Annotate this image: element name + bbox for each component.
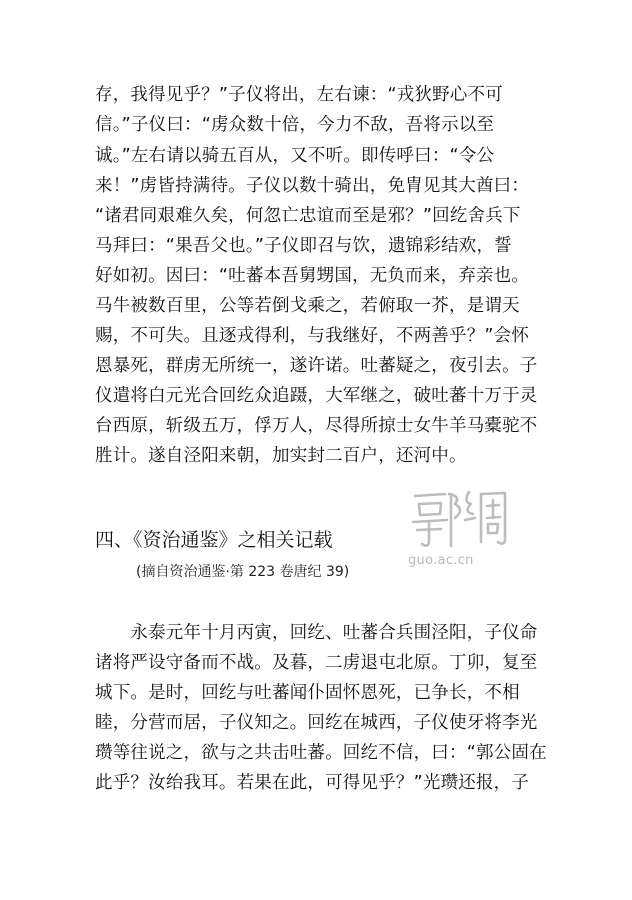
- section-subheading: (摘自资治通鉴·第 223 卷唐纪 39): [136, 564, 350, 580]
- text-line: 仪遣将白元光合回纥众追蹑，大军继之，破吐蕃十万于灵: [95, 386, 538, 406]
- text-line: 此乎？汝绐我耳。若果在此，可得见乎？”光瓒还报，子: [95, 773, 530, 793]
- text-line: 好如初。因曰：“吐蕃本吾舅甥国，无负而来，弃亲也。: [95, 266, 530, 286]
- text-line: 信。”子仪曰：“虏众数十倍，今力不敌，吾将示以至: [95, 115, 495, 135]
- text-line: 胜计。遂自泾阳来朝，加实封二百户，还河中。: [95, 446, 467, 466]
- text-line: 存，我得见乎？”子仪将出，左右谏：“戎狄野心不可: [95, 85, 503, 105]
- text-line: 睦，分营而居，子仪知之。回纥在城西，子仪使牙将李光: [95, 713, 538, 733]
- text-line: 诚。”左右请以骑五百从，又不听。即传呼曰：“令公: [95, 146, 495, 166]
- text-line: 永泰元年十月丙寅，回纥、吐蕃合兵围泾阳，子仪命: [95, 623, 538, 643]
- text-line: 恩暴死，群虏无所统一，遂许诺。吐蕃疑之，夜引去。子: [95, 356, 538, 376]
- text-line: 瓒等往说之，欲与之共击吐蕃。回纥不信，曰：“郭公固在: [95, 743, 547, 763]
- text-line: 马拜曰：“果吾父也。”子仪即召与饮，遗锦彩结欢，誓: [95, 236, 512, 256]
- text-line: 来！”虏皆持满待。子仪以数十骑出，免胄见其大酋曰：: [95, 176, 530, 196]
- watermark-url: guo.ac.cn: [408, 553, 474, 568]
- text-line: 诸将严设守备而不战。及暮，二虏退屯北原。丁卯，复至: [95, 653, 538, 673]
- text-line: “诸君同艰难久矣，何忽亡忠谊而至是邪？”回纥舍兵下: [95, 206, 521, 226]
- text-line: 马牛被数百里，公等若倒戈乘之，若俯取一芥，是谓天: [95, 296, 520, 316]
- section-heading: 四、《资治通鉴》之相关记载: [95, 529, 333, 551]
- text-line: 台西原，斩级五万，俘万人，尽得所掠士女牛羊马橐驼不: [95, 416, 538, 436]
- text-line: 城下。是时，回纥与吐蕃闻仆固怀恩死，已争长，不相: [95, 683, 520, 703]
- text-line: 赐，不可失。且逐戎得利，与我继好，不两善乎？”会怀: [95, 326, 530, 346]
